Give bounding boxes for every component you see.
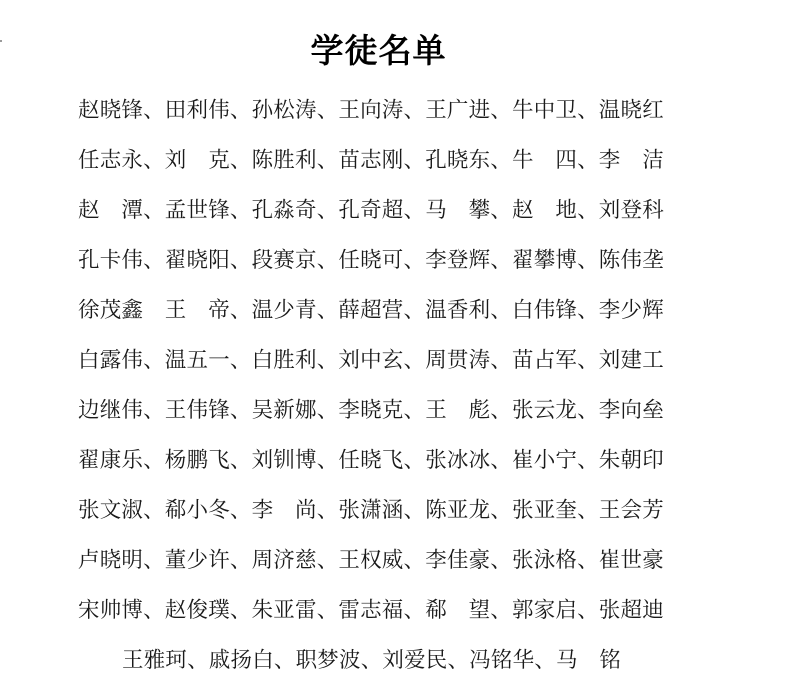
apprentice-name-list (78, 86, 718, 686)
name-row: 宋帅博、赵俊璞、朱亚雷、雷志福、郗 望、郭家启、张超迪 (78, 598, 664, 623)
name-row: 任志永、刘 克、陈胜利、苗志刚、孔晓东、牛 四、李 洁 (78, 148, 664, 173)
name-row: 赵晓锋、田利伟、孙松涛、王向涛、王广进、牛中卫、温晓红 (78, 98, 664, 123)
name-row: 翟康乐、杨鹏飞、刘钏博、任晓飞、张冰冰、崔小宁、朱朝印 (78, 448, 664, 473)
name-row: 徐茂鑫 王 帝、温少青、薛超营、温香利、白伟锋、李少辉 (78, 298, 664, 323)
name-row: 边继伟、王伟锋、吴新娜、李晓克、王 彪、张云龙、李向垒 (78, 398, 664, 423)
page-title: 学徒名单 (310, 31, 447, 70)
name-row: 孔卡伟、翟晓阳、段赛京、任晓可、李登辉、翟攀博、陈伟垄 (78, 248, 664, 273)
name-row-last: 王雅珂、戚扬白、职梦波、刘爱民、冯铭华、马 铭 (122, 648, 622, 673)
name-row: 张文淑、郗小冬、李 尚、张潇涵、陈亚龙、张亚奎、王会芳 (78, 498, 664, 523)
name-row: 赵 潭、孟世锋、孔淼奇、孔奇超、马 攀、赵 地、刘登科 (78, 198, 664, 223)
name-row: 白露伟、温五一、白胜利、刘中玄、周贯涛、苗占军、刘建工 (78, 348, 664, 373)
name-row: 卢晓明、董少许、周济慈、王权威、李佳豪、张泳格、崔世豪 (78, 548, 664, 573)
